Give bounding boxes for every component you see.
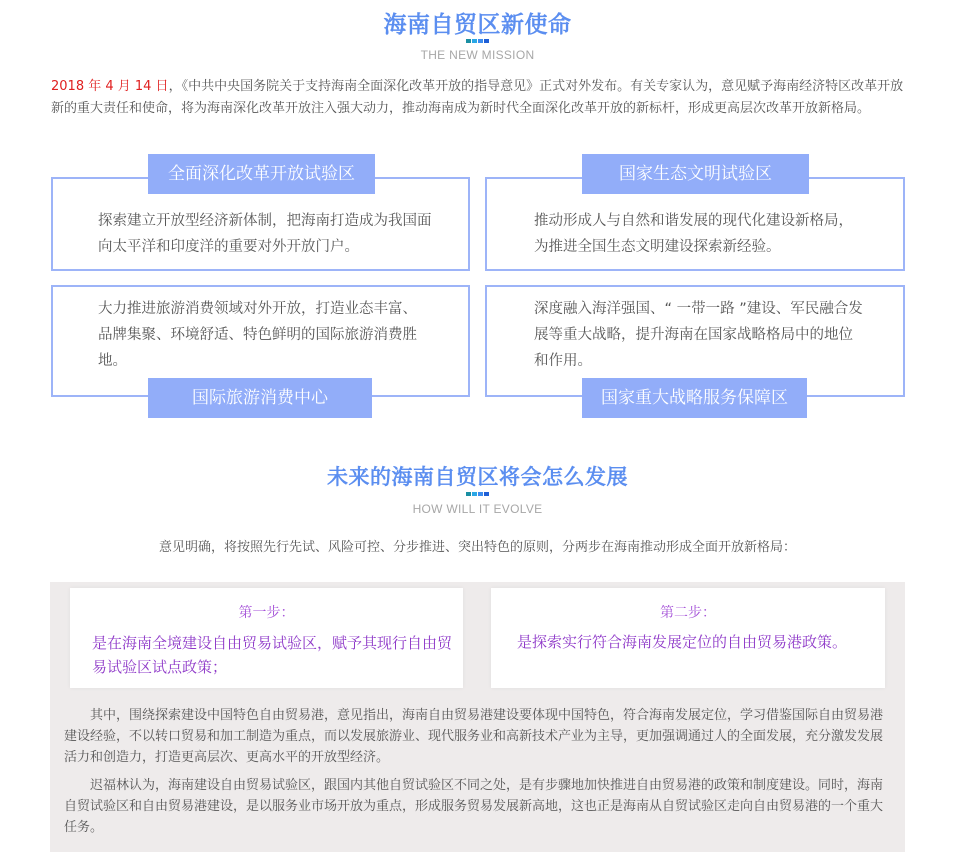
zone-text-tourism: 大力推进旅游消费领域对外开放，打造业态丰富、品牌集聚、环境舒适、特色鲜明的国际旅游消费胜地。 — [98, 301, 417, 369]
title-divider-dots — [0, 39, 955, 43]
mission-subtitle: THE NEW MISSION — [420, 48, 535, 62]
divider-dot — [484, 39, 489, 43]
step-label-two: 第二步： — [660, 605, 716, 621]
zone-text-reform: 探索建立开放型经济新体制，把海南打造成为我国面向太平洋和印度洋的重要对外开放门户。 — [98, 213, 432, 255]
zone-text-ecology: 推动形成人与自然和谐发展的现代化建设新格局，为推进全国生态文明建设探索新经验。 — [534, 213, 853, 255]
divider-dot — [478, 39, 483, 43]
steps-panel — [50, 582, 905, 852]
evolve-subtitle: HOW WILL IT EVOLVE — [412, 502, 543, 516]
divider-dot — [466, 39, 471, 43]
zone-text-strategy: 深度融入海洋强国、“ 一带一路 ”建设、军民融合发展等重大战略，提升海南在国家战略格局中的地位和作用。 — [534, 301, 863, 369]
step-card-one — [70, 588, 463, 688]
title-divider-dots — [0, 492, 955, 496]
divider-dot — [484, 492, 489, 496]
intro-date: 2018 年 4 月 14 日 — [51, 79, 169, 94]
zone-tag-ecology: 国家生态文明试验区 — [582, 154, 809, 194]
divider-dot — [466, 492, 471, 496]
evolve-lead: 意见明确，将按照先行先试、风险可控、分步推进、突出特色的原则，分两步在海南推动形成全面开放新格局： — [158, 540, 796, 555]
step-text-one: 是在海南全境建设自由贸易试验区，赋予其现行自由贸易试验区试点政策； — [92, 634, 453, 676]
intro-text: ，《中共中央国务院关于支持海南全面深化改革开放的指导意见》正式对外发布。有关专家认为，意见赋予海南经济特区改革开放新的重大责任和使命，将为海南深化改革开放注入强大动力，推动海南成为新时代全面深化改革开放的新标杆，形成更高层次改革开放新格局。 — [51, 79, 904, 116]
mission-intro — [51, 76, 911, 120]
paragraph-2: 迟福林认为，海南建设自由贸易试验区，跟国内其他自贸试验区不同之处，是有步骤地加快推进自由贸易港的政策和制度建设。同时，海南自贸试验区和自由贸易港建设，是以服务业市场开放为重点，形成服务贸易发展新高地，这也正是海南从自贸试验区走向自由贸易港的一个重大任务。 — [64, 778, 884, 835]
zone-tag-tourism: 国际旅游消费中心 — [148, 378, 372, 418]
paragraph-1: 其中，围绕探索建设中国特色自由贸易港，意见指出，海南自由贸易港建设要体现中国特色，符合海南发展定位，学习借鉴国际自由贸易港建设经验，不以转口贸易和加工制造为重点，而以发展旅游业、现代服务业和高新技术产业为主导，更加强调通过人的全面发展，充分激发发展活力和创造力，打造更高层次、更高水平的开放型经济。 — [64, 708, 884, 765]
evolve-title: 未来的海南自贸区将会怎么发展 — [327, 465, 628, 489]
step-label-one: 第一步： — [238, 605, 295, 621]
divider-dot — [478, 492, 483, 496]
zone-tag-strategy: 国家重大战略服务保障区 — [582, 378, 807, 418]
divider-dot — [472, 39, 477, 43]
zone-tag-reform: 全面深化改革开放试验区 — [148, 154, 375, 194]
mission-title: 海南自贸区新使命 — [383, 12, 572, 38]
step-card-two — [491, 588, 885, 688]
step-text-two: 是探索实行符合海南发展定位的自由贸易港政策。 — [517, 633, 848, 651]
divider-dot — [472, 492, 477, 496]
